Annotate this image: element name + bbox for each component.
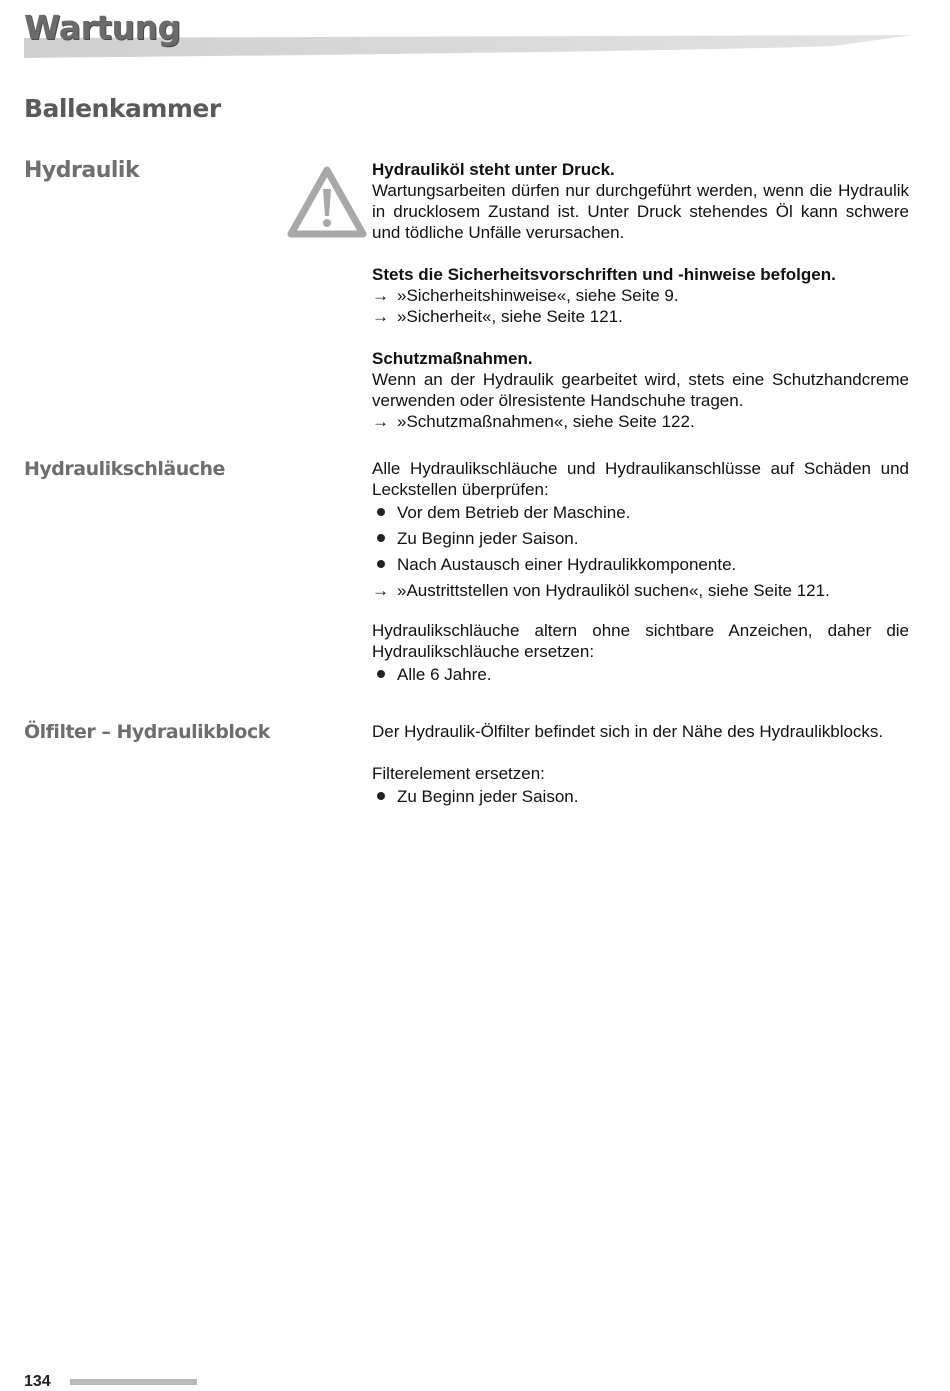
list-item: Nach Austausch einer Hydraulikkomponente. [372,552,909,578]
protect-title: Schutzmaßnahmen. [372,349,533,368]
bullet-icon [377,670,385,678]
oelfilter-content [372,721,909,810]
arrow-right-icon: → [372,412,389,431]
safety-title: Stets die Sicherheitsvorschriften und -hinweise befolgen. [372,265,836,284]
check-list [372,500,909,578]
reference-link[interactable] [372,411,909,432]
warning-title: Hydrauliköl steht unter Druck. [372,160,615,179]
replace-list [372,784,909,810]
list-item: Zu Beginn jeder Saison. [372,784,909,810]
section-title: Ballenkammer [24,94,221,123]
reference-text: »Sicherheitshinweise«, siehe Seite 9. [397,286,679,305]
warning-triangle-icon [287,165,367,239]
schlaeuche-content [372,458,909,688]
aging-list [372,662,909,688]
heading-hydraulikschlaeuche: Hydraulikschläuche [24,458,225,480]
list-item: Alle 6 Jahre. [372,662,909,688]
heading-hydraulik: Hydraulik [24,158,140,183]
protect-text: Wenn an der Hydraulik gearbeitet wird, stets eine Schutzhandcreme verwenden oder ölresistente Handschuhe tragen. [372,370,909,410]
warning-text: Wartungsarbeiten dürfen nur durchgeführt werden, wenn die Hydraulik in drucklosem Zustand ist. Unter Druck stehendes Öl kann schwere und tödliche Unfälle verursachen. [372,181,909,242]
intro-text: Alle Hydraulikschläuche und Hydraulikanschlüsse auf Schäden und Leckstellen überprüfen: [372,459,909,499]
hydraulik-content [372,159,909,432]
arrow-right-icon: → [372,307,389,326]
reference-link[interactable] [372,306,909,327]
reference-text: »Austrittstellen von Hydrauliköl suchen«, siehe Seite 121. [397,581,830,600]
chapter-title: Wartung [24,8,181,47]
heading-oelfilter: Ölfilter – Hydraulikblock [24,721,270,743]
aging-text: Hydraulikschläuche altern ohne sichtbare Anzeichen, daher die Hydraulikschläuche ersetzen: [372,621,909,661]
bullet-icon [377,508,385,516]
location-text: Der Hydraulik-Ölfilter befindet sich in der Nähe des Hydraulikblocks. [372,722,884,741]
footer-decor-bar [70,1379,197,1385]
arrow-right-icon: → [372,286,389,305]
replace-text: Filterelement ersetzen: [372,764,545,783]
bullet-icon [377,534,385,542]
page-number: 134 [24,1373,51,1390]
reference-text: »Schutzmaßnahmen«, siehe Seite 122. [397,412,695,431]
reference-text: »Sicherheit«, siehe Seite 121. [397,307,623,326]
list-item: Vor dem Betrieb der Maschine. [372,500,909,526]
reference-link[interactable] [372,285,909,306]
list-item: Zu Beginn jeder Saison. [372,526,909,552]
bullet-icon [377,560,385,568]
reference-link[interactable] [372,578,909,604]
arrow-right-icon: → [372,581,389,600]
bullet-icon [377,792,385,800]
